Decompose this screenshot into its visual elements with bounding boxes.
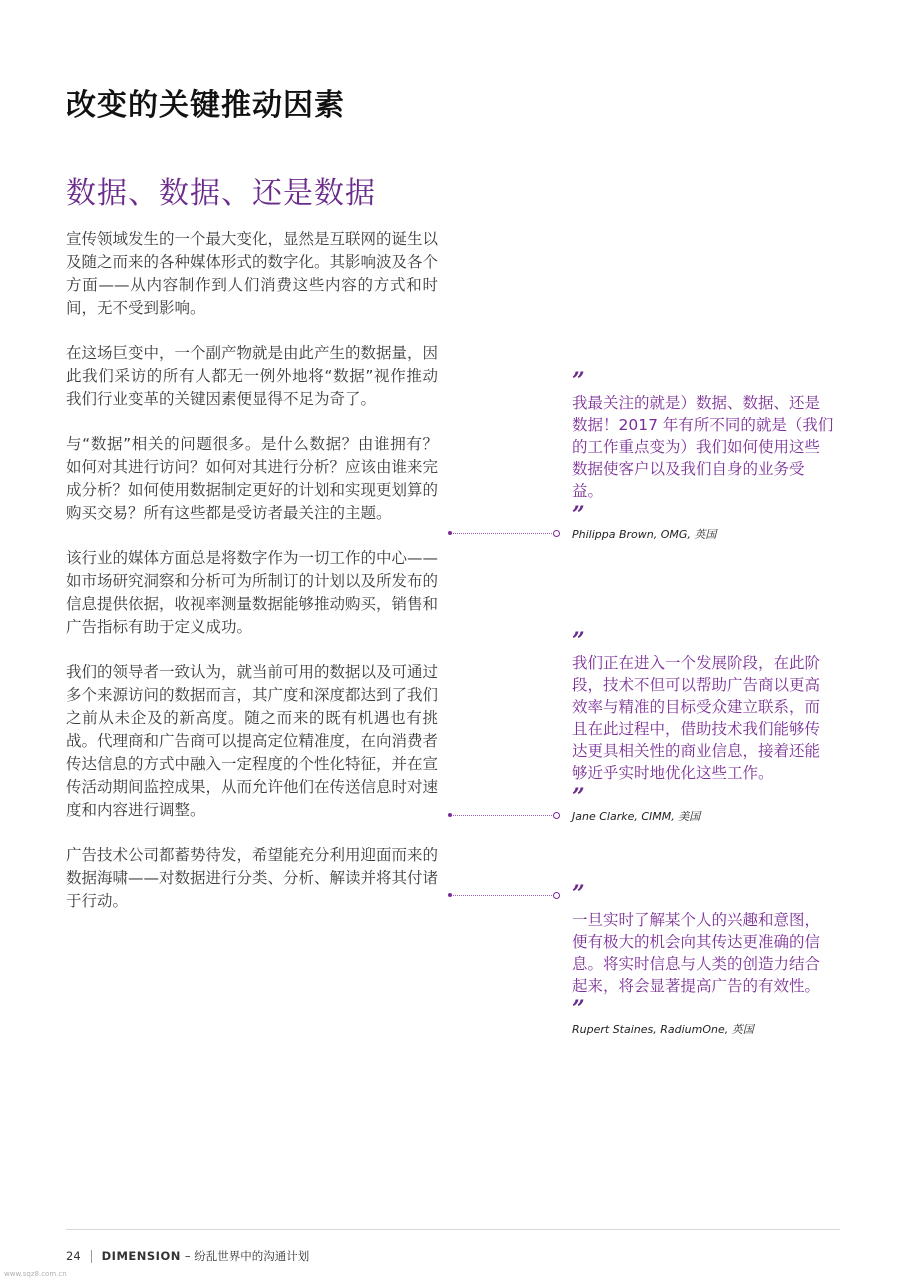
body-paragraph-6: 广告技术公司都蓄势待发，希望能充分利用迎面而来的数据海啸——对数据进行分类、分析、解读并将其付诸于行动。 [66,846,439,910]
quote-text: 我们正在进入一个发展阶段，在此阶段，技术不但可以帮助广告商以更高效率与精准的目标受众建立联系，而且在此过程中，借助技术我们能够传达更具相关性的商业信息，接着还能够近乎实时地优化这些工作。 [572,654,821,782]
body-paragraph-5: 我们的领导者一致认为，就当前可用的数据以及可通过多个来源访问的数据而言，其广度和深度都达到了我们之前从未企及的新高度。随之而来的既有机遇也有挑战。代理商和广告商可以提高定位精准度，在向消费者传达信息的方式中融入一定程度的个性化特征，并在宣传活动期间监控成果，从而允许他们在传送信息时对速度和内容进行调整。 [66,663,439,819]
quote-author: Philippa Brown, OMG, 英国 [572,528,717,541]
subtitle: 数据、数据、还是数据 [66,176,376,211]
quote-connector-line [450,533,556,534]
quote-open-mark: ” [572,628,585,654]
quote-connector-dot [448,813,452,817]
body-paragraph-4: 该行业的媒体方面总是将数字作为一切工作的中心——如市场研究洞察和分析可为所制订的计划以及所发布的信息提供依据，收视率测量数据能够推动购买，销售和广告指标有助于定义成功。 [66,549,439,636]
quote-connector-line [450,815,556,816]
quote-connector-ring [553,530,560,537]
footer-tagline: – 纷乱世界中的沟通计划 [184,1249,310,1263]
page-footer [66,1248,309,1264]
section-title: 改变的关键推动因素 [66,88,345,123]
body-paragraph-2: 在这场巨变中，一个副产物就是由此产生的数据量，因此我们采访的所有人都无一例外地将“数据”视作推动我们行业变革的关键因素便显得不足为奇了。 [66,344,439,408]
watermark-text: www.sqz8.com.cn [4,1270,67,1278]
footer-divider [66,1229,840,1230]
quote-open-mark: ” [572,368,585,394]
quote-author: Rupert Staines, RadiumOne, 英国 [572,1023,754,1036]
quote-connector-ring [553,812,560,819]
body-text-column [66,228,438,935]
quote-connector-ring [553,892,560,899]
quote-close-mark: ” [572,784,585,810]
quote-open-mark: ” [572,881,585,907]
quote-author: Jane Clarke, CIMM, 美国 [572,810,701,823]
body-paragraph-1: 宣传领域发生的一个最大变化，显然是互联网的诞生以及随之而来的各种媒体形式的数字化。其影响波及各个方面——从内容制作到人们消费这些内容的方式和时间，无不受到影响。 [66,230,439,317]
page-number: 24 [66,1249,81,1263]
quote-connector-line [450,895,556,896]
quote-connector-dot [448,531,452,535]
quote-text: 一旦实时了解某个人的兴趣和意图，便有极大的机会向其传达更准确的信息。将实时信息与人类的创造力结合起来，将会显著提高广告的有效性。 [572,911,821,995]
quote-connector-dot [448,893,452,897]
footer-brand: DIMENSION [101,1249,181,1263]
quote-close-mark: ” [572,502,585,528]
footer-separator [91,1250,92,1263]
quote-text: 我最关注的就是）数据、数据、还是数据！2017 年有所不同的就是（我们的工作重点变为）我们如何使用这些数据使客户以及我们自身的业务受益。 [572,394,834,500]
quote-close-mark: ” [572,996,585,1022]
body-paragraph-3: 与“数据”相关的问题很多。是什么数据？由谁拥有？如何对其进行访问？如何对其进行分析？应该由谁来完成分析？如何使用数据制定更好的计划和实现更划算的购买交易？所有这些都是受访者最关注的主题。 [66,435,439,522]
